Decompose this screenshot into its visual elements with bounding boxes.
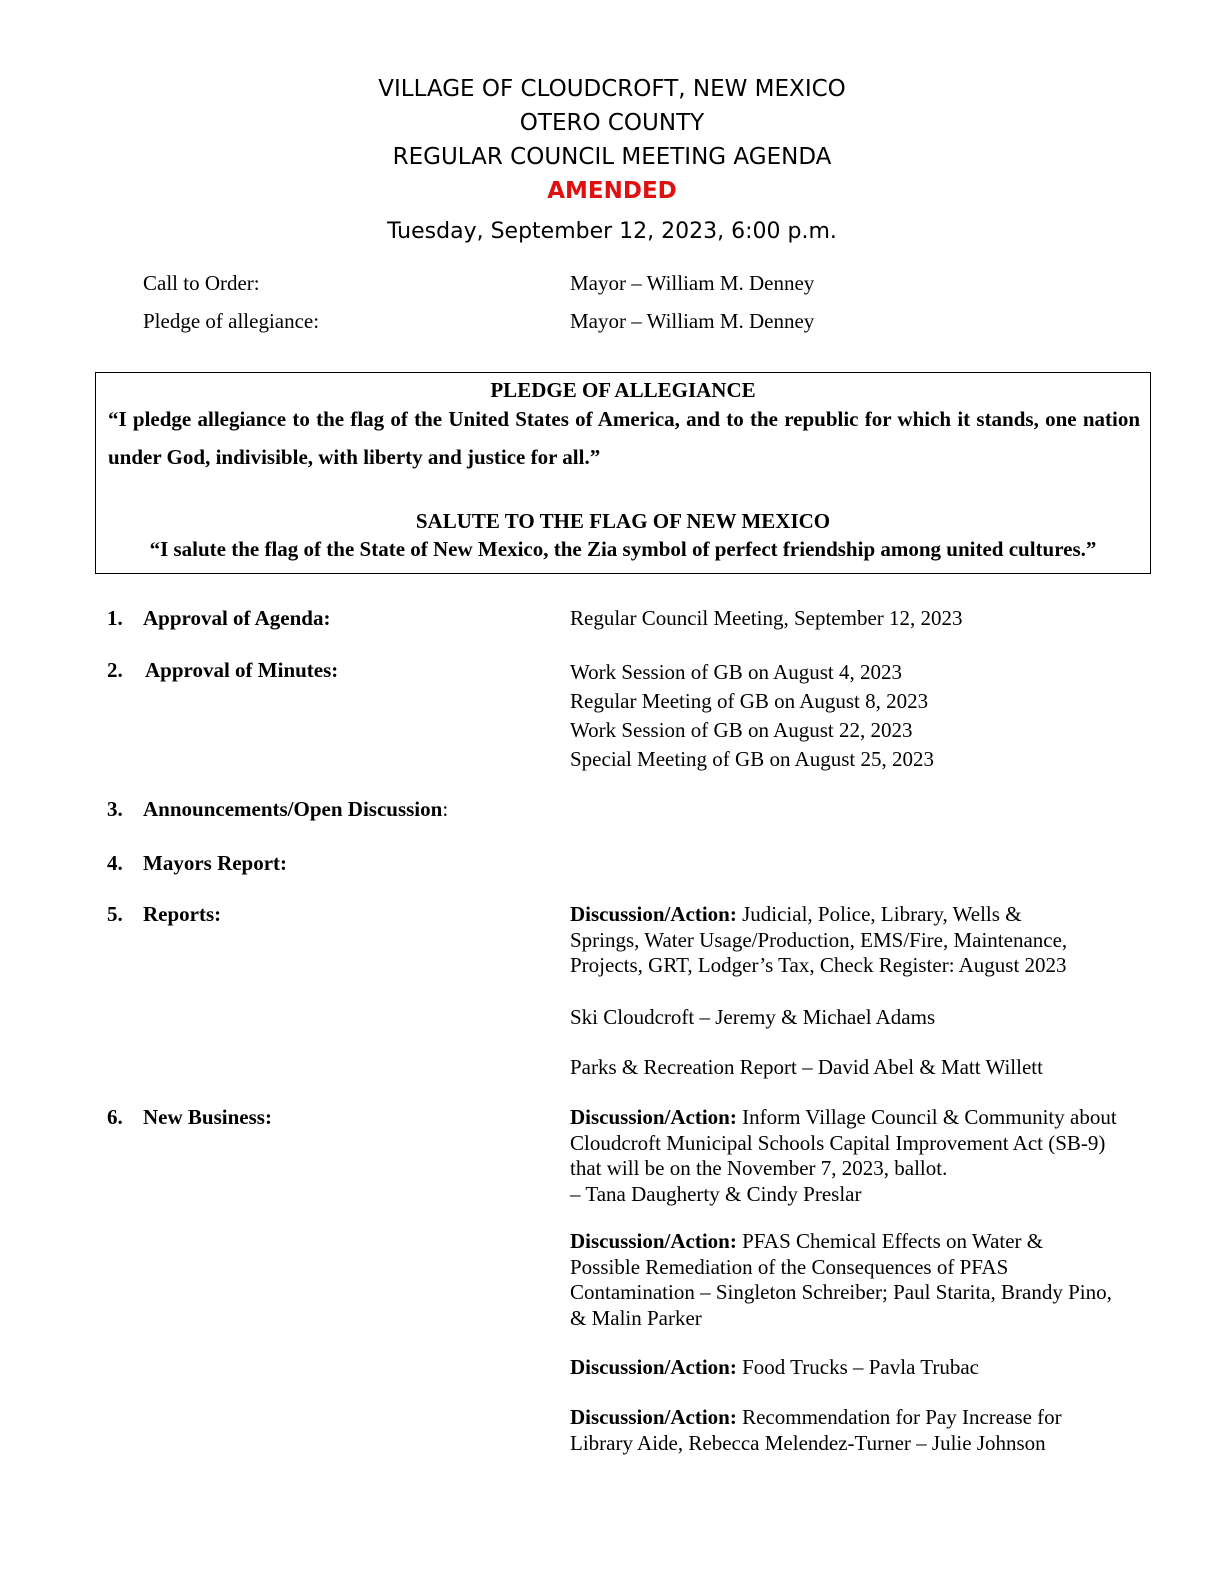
pledge-label: Pledge of allegiance: [143, 309, 320, 333]
call-to-order-label: Call to Order: [143, 271, 260, 295]
item-label: Announcements/Open Discussion [143, 797, 443, 821]
item-number: 6. [107, 1105, 123, 1129]
new-business-pfas [570, 1229, 1112, 1331]
item-number: 2. [107, 658, 123, 682]
detail-text: Food Trucks – Pavla Trubac [736, 1355, 979, 1379]
detail-text: – Tana Daugherty & Cindy Preslar [570, 1181, 862, 1206]
pledge-text: “I pledge allegiance to the flag of the United States of America, and to the republic for which it stands, one nation under God, indivisible, with liberty and justice for all.” [108, 407, 1140, 469]
pledge-value: Mayor – William M. Denney [570, 309, 815, 333]
detail-text: that will be on the November 7, 2023, ballot. [570, 1156, 948, 1180]
ski-cloudcroft-report: Ski Cloudcroft – Jeremy & Michael Adams [570, 1005, 936, 1029]
item-number: 5. [107, 902, 123, 926]
new-business-sb9 [570, 1105, 1117, 1207]
minutes-entry: Work Session of GB on August 22, 2023 [570, 718, 913, 742]
item-label: Approval of Agenda: [143, 606, 331, 630]
detail-text: Recommendation for Pay Increase for [736, 1405, 1062, 1429]
new-business-food-trucks [570, 1355, 979, 1381]
discussion-action-label: Discussion/Action: [570, 1105, 737, 1129]
item-number: 4. [107, 851, 123, 875]
village-title: VILLAGE OF CLOUDCROFT, NEW MEXICO [378, 76, 846, 102]
item-detail: Regular Council Meeting, September 12, 2023 [570, 606, 963, 630]
detail-text: Projects, GRT, Lodger’s Tax, Check Register: August 2023 [570, 953, 1067, 977]
detail-text: Library Aide, Rebecca Melendez-Turner – Julie Johnson [570, 1430, 1046, 1455]
item-number: 1. [107, 606, 123, 630]
call-to-order-value: Mayor – William M. Denney [570, 271, 815, 295]
agenda-title: REGULAR COUNCIL MEETING AGENDA [392, 144, 832, 170]
minutes-list [570, 658, 934, 774]
item-label-suffix: : [442, 797, 449, 821]
minutes-entry: Work Session of GB on August 4, 2023 [570, 660, 902, 684]
salute-title: SALUTE TO THE FLAG OF NEW MEXICO [415, 509, 831, 533]
discussion-action-label: Discussion/Action: [570, 1229, 737, 1253]
detail-text: Cloudcroft Municipal Schools Capital Improvement Act (SB-9) [570, 1130, 1106, 1155]
amended-label: AMENDED [547, 178, 677, 204]
item-label: New Business: [143, 1105, 272, 1129]
minutes-entry: Regular Meeting of GB on August 8, 2023 [570, 689, 929, 713]
detail-text: Possible Remediation of the Consequences of PFAS [570, 1254, 1009, 1279]
parks-recreation-report: Parks & Recreation Report – David Abel & Matt Willett [570, 1055, 1043, 1079]
detail-text: PFAS Chemical Effects on Water & [736, 1229, 1044, 1253]
minutes-entry: Special Meeting of GB on August 25, 2023 [570, 747, 934, 771]
detail-text: Judicial, Police, Library, Wells & [736, 902, 1022, 926]
item-label-wrap [143, 797, 448, 822]
reports-detail [570, 902, 1067, 979]
pledge-title: PLEDGE OF ALLEGIANCE [490, 378, 756, 402]
item-label: Reports: [143, 902, 222, 926]
new-business-pay-increase [570, 1405, 1062, 1456]
item-label: Approval of Minutes: [145, 658, 339, 682]
detail-text: Contamination – Singleton Schreiber; Paul Starita, Brandy Pino, [570, 1280, 1112, 1304]
detail-text: Inform Village Council & Community about [736, 1105, 1117, 1129]
meeting-date: Tuesday, September 12, 2023, 6:00 p.m. [387, 219, 837, 244]
detail-text: & Malin Parker [570, 1305, 702, 1330]
detail-text: Springs, Water Usage/Production, EMS/Fire, Maintenance, [570, 927, 1068, 952]
salute-text: “I salute the flag of the State of New Mexico, the Zia symbol of perfect friendship among united cultures.” [149, 537, 1097, 561]
discussion-action-label: Discussion/Action: [570, 1405, 737, 1429]
item-number: 3. [107, 797, 123, 821]
discussion-action-label: Discussion/Action: [570, 1355, 737, 1379]
county-title: OTERO COUNTY [519, 110, 705, 136]
discussion-action-label: Discussion/Action: [570, 902, 737, 926]
item-label: Mayors Report: [143, 851, 288, 875]
pledge-box [95, 372, 1151, 574]
